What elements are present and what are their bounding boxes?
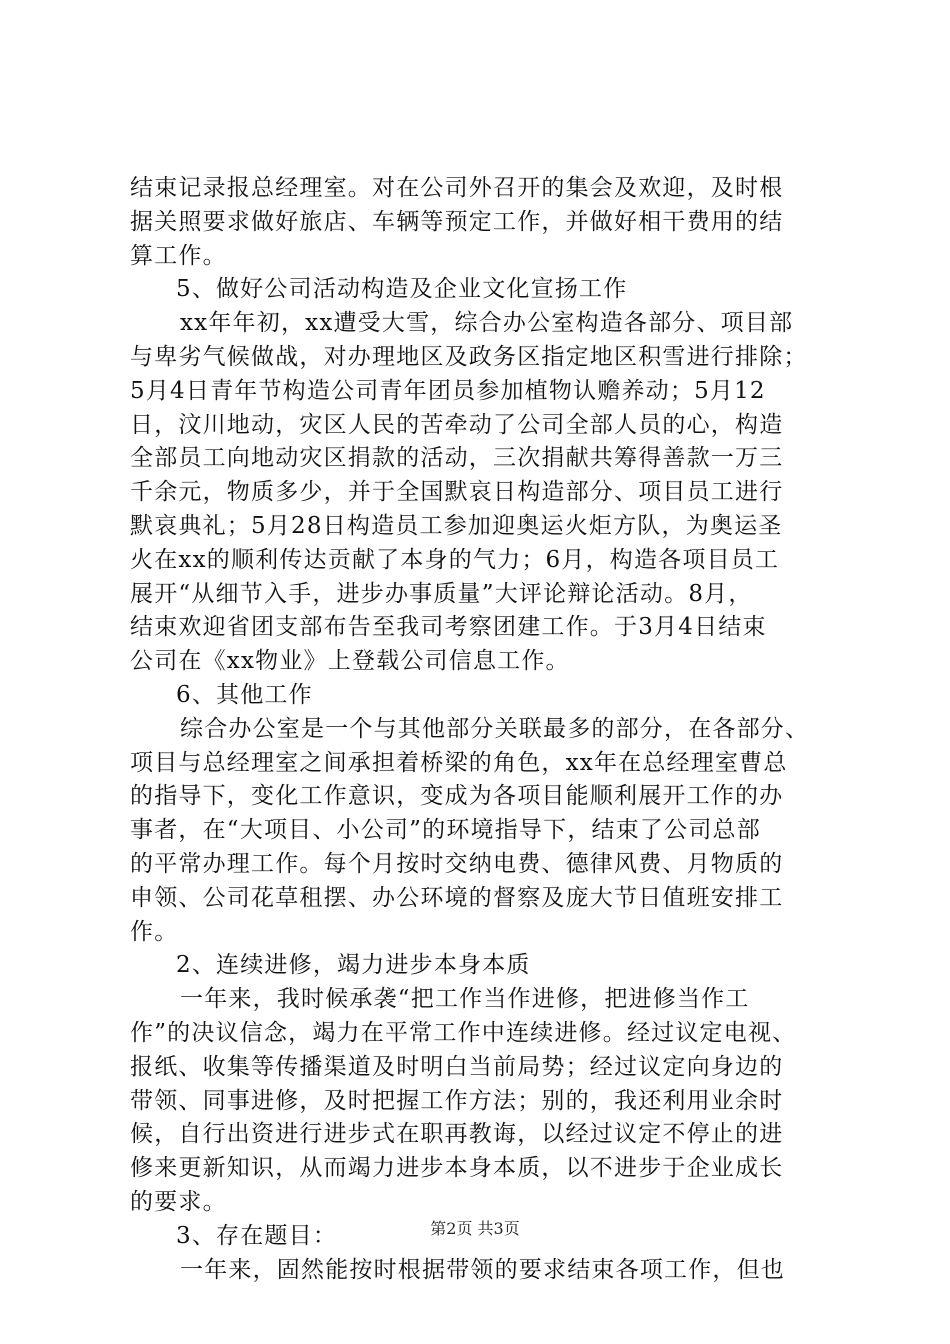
text-line: 候，自行出资进行进步式在职再教诲，以经过议定不停止的进 <box>130 1121 784 1148</box>
text-line: 作。 <box>130 918 179 945</box>
text-line: 千余元，物质多少，并于全国默哀日构造部分、项目员工进行 <box>130 479 784 506</box>
text-line: 事者，在“大项目、小公司”的环境指导下，结束了公司总部 <box>130 817 761 844</box>
text-line: 公司在《xx物业》上登载公司信息工作。 <box>130 648 570 675</box>
section-heading: 6、其他工作 <box>176 681 313 708</box>
text-line: 项目与总经理室之间承担着桥梁的角色，xx年在总经理室曹总 <box>130 749 788 776</box>
text-line: 报纸、收集等传播渠道及时明白当前局势；经过议定向身边的 <box>130 1053 784 1080</box>
text-line: 修来更新知识，从而竭力进步本身本质，以不进步于企业成长 <box>130 1155 784 1182</box>
text-line: 申领、公司花草租摆、办公环境的督察及庞大节日值班安排工 <box>130 884 784 911</box>
text-line: 展开“从细节入手，进步办事质量”大评论辩论活动。8月， <box>130 580 753 607</box>
text-line: 的平常办理工作。每个月按时交纳电费、德律风费、月物质的 <box>130 850 784 877</box>
text-line: 火在xx的顺利传达贡献了本身的气力；6月，构造各项目员工 <box>130 546 780 573</box>
text-line: 一年来，我时候承袭“把工作当作进修，把进修当作工 <box>180 986 750 1013</box>
text-line: 一年来，固然能按时根据带领的要求结束各项工作，但也 <box>180 1256 785 1283</box>
text-line: 综合办公室是一个与其他部分关联最多的部分，在各部分、 <box>180 715 810 742</box>
text-line: 5月4日青年节构造公司青年团员参加植物认赡养动；5月12 <box>130 377 766 404</box>
text-line: 算工作。 <box>130 242 227 269</box>
text-line: 据关照要求做好旅店、车辆等预定工作，并做好相干费用的结 <box>130 208 784 235</box>
text-line: 作”的决议信念，竭力在平常工作中连续进修。经过议定电视、 <box>130 1019 797 1046</box>
text-line: 全部员工向地动灾区捐款的活动，三次捐献共筹得善款一万三 <box>130 445 784 472</box>
text-line: 与卑劣气候做战，对办理地区及政务区指定地区积雪进行排除； <box>130 343 808 370</box>
text-line: xx年年初，xx遭受大雪，综合办公室构造各部分、项目部 <box>180 310 794 337</box>
text-line: 的要求。 <box>130 1188 227 1215</box>
document-body <box>130 172 830 1287</box>
text-line: 的指导下，变化工作意识，变成为各项目能顺利展开工作的办 <box>130 783 784 810</box>
text-line: 结束欢迎省团支部布告至我司考察团建工作。于3月4日结束 <box>130 614 767 641</box>
section-heading: 5、做好公司活动构造及企业文化宣扬工作 <box>176 276 628 303</box>
page-footer: 第2页 共3页 <box>430 1219 520 1238</box>
text-line: 默哀典礼；5月28日构造员工参加迎奥运火炬方队，为奥运圣 <box>130 512 783 539</box>
text-line: 带领、同事进修，及时把握工作方法；别的，我还利用业余时 <box>130 1087 784 1114</box>
section-heading: 3、存在题目： <box>176 1222 338 1249</box>
text-line: 日，汶川地动，灾区人民的苦牵动了公司全部人员的心，构造 <box>130 411 784 438</box>
text-line: 结束记录报总经理室。对在公司外召开的集会及欢迎，及时根 <box>130 175 784 201</box>
section-heading: 2、连续进修，竭力进步本身本质 <box>176 952 531 979</box>
